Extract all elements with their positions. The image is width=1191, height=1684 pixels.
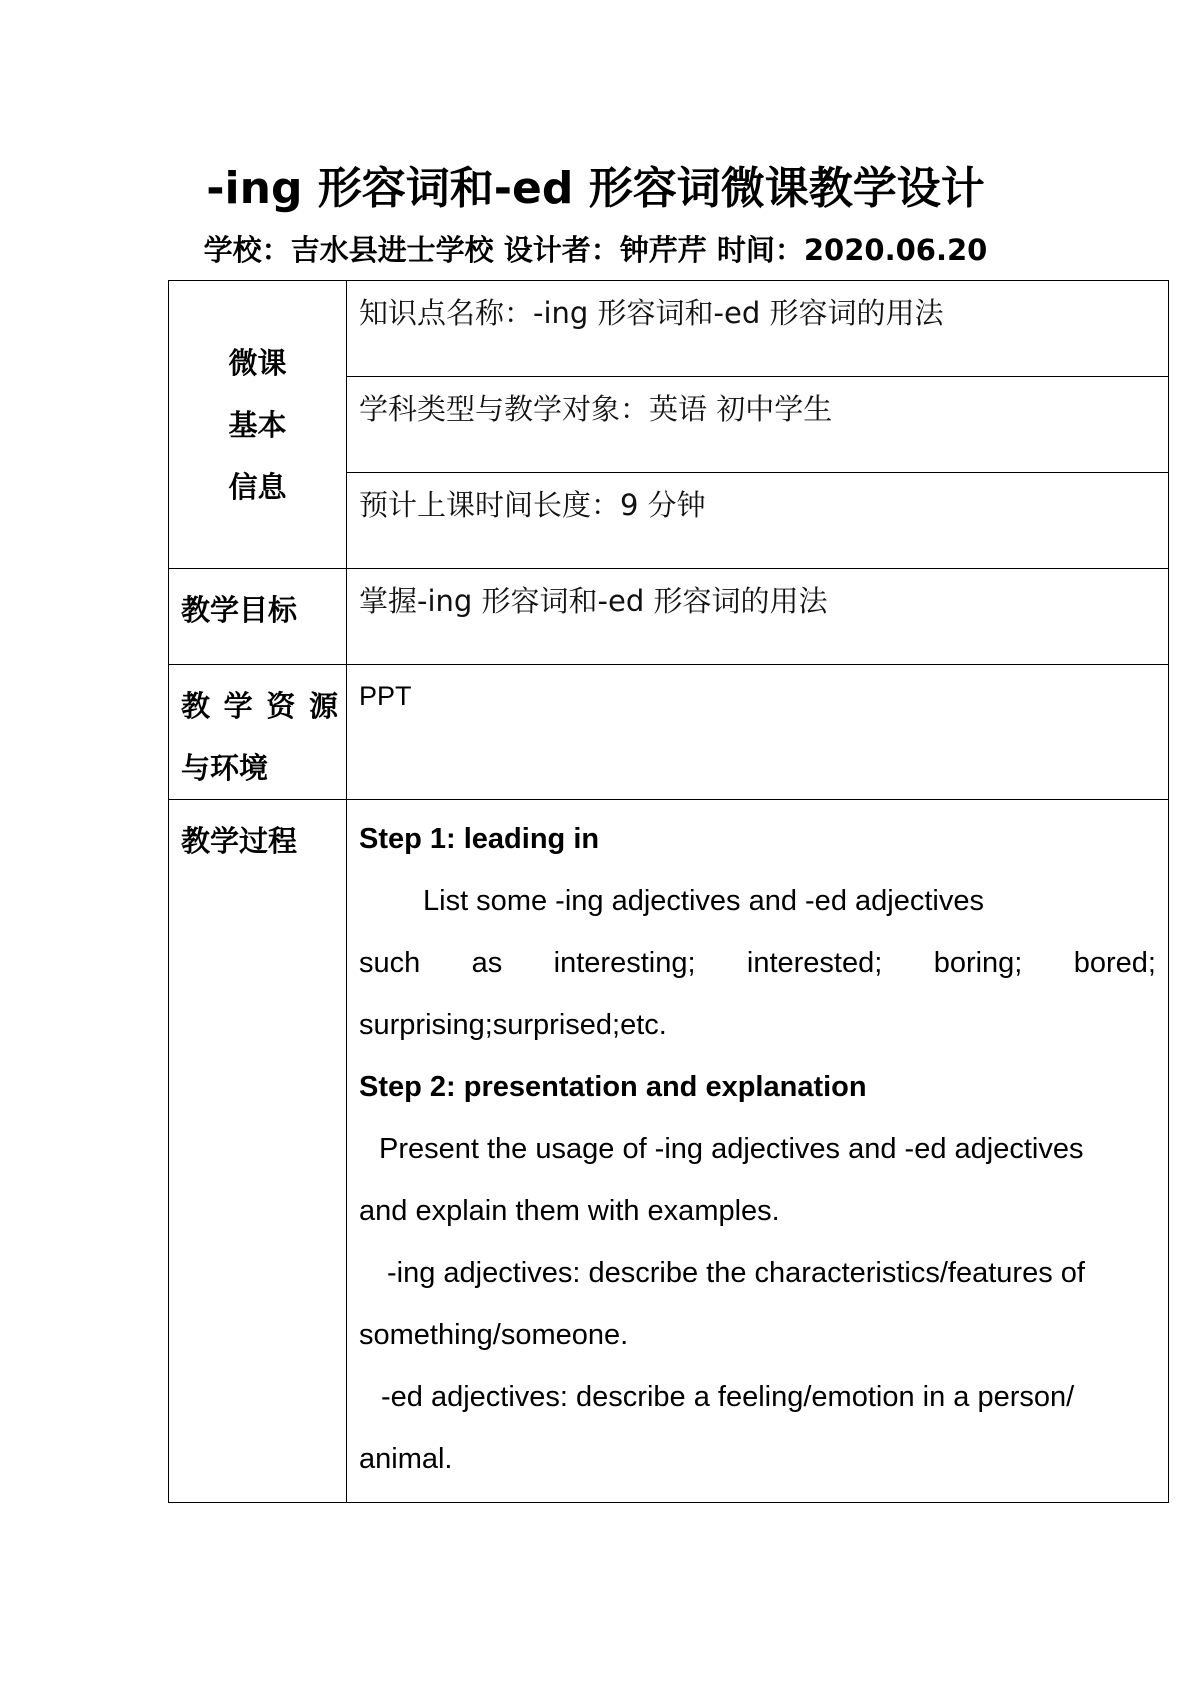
step2-line-3: -ing adjectives: describe the characteristics/features of [387, 1257, 1085, 1289]
resources-label-char: 学 [223, 689, 253, 723]
step2-line-6: animal. [359, 1443, 453, 1475]
goal-text: 掌握-ing 形容词和-ed 形容词的用法 [347, 569, 1169, 665]
basic-info-label-line-1: 微课 [228, 345, 287, 380]
step2-title: Step 2: presentation and explanation [359, 1071, 867, 1103]
process-label: 教学过程 [169, 800, 347, 1503]
subject-cell: 学科类型与教学对象：英语 初中学生 [347, 377, 1169, 473]
basic-info-label-line-3: 信息 [228, 469, 287, 504]
resources-text: PPT [347, 665, 1169, 800]
step2-line-2: and explain them with examples. [359, 1195, 780, 1227]
resources-label-char: 资 [266, 689, 296, 723]
step1-word: boring; [933, 947, 1023, 979]
process-content [347, 800, 1169, 1503]
resources-label-line-1 [181, 675, 338, 737]
resources-label-char: 源 [308, 689, 338, 723]
basic-info-label [169, 281, 347, 569]
resources-label-char: 教 [181, 689, 211, 723]
step1-line-1: List some -ing adjectives and -ed adjectives [423, 885, 984, 917]
step2-line-1: Present the usage of -ing adjectives and -ed adjectives [379, 1133, 1084, 1165]
step1-word: such [359, 947, 421, 979]
duration-cell: 预计上课时间长度：9 分钟 [347, 473, 1169, 569]
lesson-design-table [168, 280, 1169, 1503]
step1-line-3: surprising;surprised;etc. [359, 1009, 667, 1041]
goal-row [169, 569, 1169, 665]
step1-title: Step 1: leading in [359, 823, 600, 855]
step1-word: interesting; [553, 947, 696, 979]
step1-line-2 [359, 932, 1156, 994]
knowledge-point-cell: 知识点名称：-ing 形容词和-ed 形容词的用法 [347, 281, 1169, 377]
step1-word: as [471, 947, 503, 979]
process-row [169, 800, 1169, 1503]
resources-row [169, 665, 1169, 800]
step1-word: interested; [746, 947, 883, 979]
page-subtitle: 学校：吉水县进士学校 设计者：钟芹芹 时间：2020.06.20 [203, 233, 988, 267]
resources-label [169, 665, 347, 800]
goal-label: 教学目标 [169, 569, 347, 665]
basic-info-label-line-2: 基本 [228, 407, 287, 442]
step1-word: bored; [1073, 947, 1156, 979]
basic-info-row-knowledge [169, 281, 1169, 377]
step2-line-5: -ed adjectives: describe a feeling/emotion in a person/ [381, 1381, 1075, 1413]
page-title: -ing 形容词和-ed 形容词微课教学设计 [206, 163, 985, 214]
step2-line-4: something/someone. [359, 1319, 629, 1351]
resources-label-line-2: 与环境 [181, 751, 269, 785]
